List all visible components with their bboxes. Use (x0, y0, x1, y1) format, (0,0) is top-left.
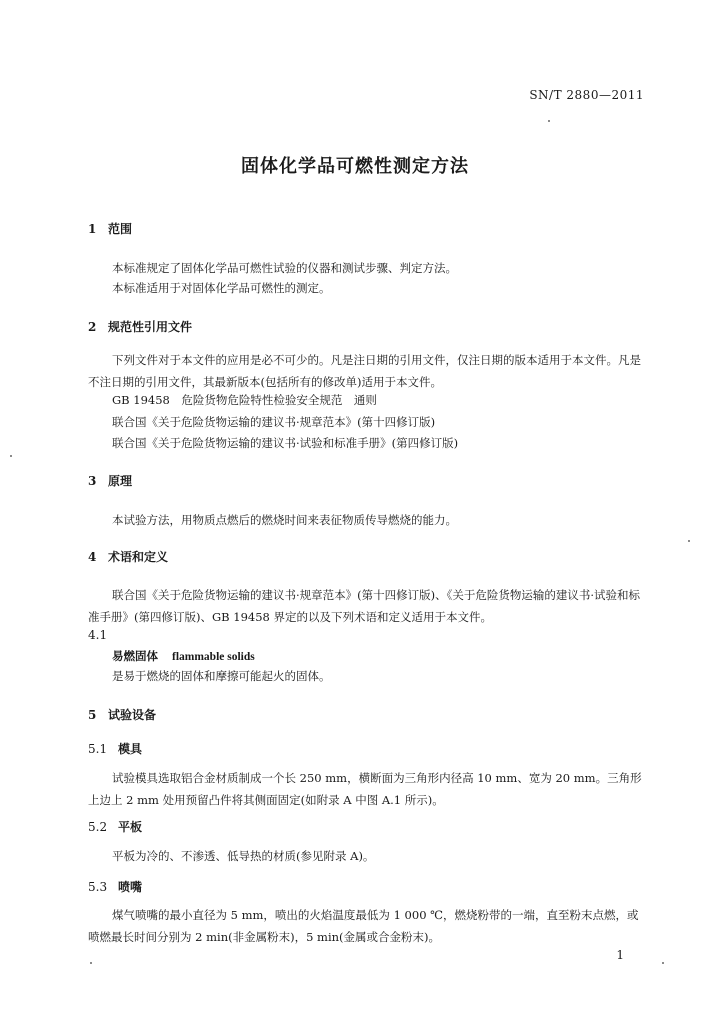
reference-item: 联合国《关于危险货物运输的建议书·规章范本》(第十四修订版) (112, 415, 436, 429)
section-number: 4 (88, 550, 97, 564)
scan-speck (10, 455, 12, 457)
standard-number: SN/T 2880—2011 (529, 88, 644, 102)
term-english: flammable solids (172, 651, 255, 663)
subsection-number: 5.1 (88, 742, 108, 756)
reference-item: GB 19458 危险货物危险特性检验安全规范 通则 (112, 393, 377, 407)
subsection-title: 平板 (118, 820, 143, 834)
section-number: 3 (88, 474, 97, 488)
section-2-heading (88, 318, 192, 335)
scan-speck (548, 120, 550, 122)
term-entry (112, 648, 255, 664)
subsection-5-2-heading (88, 818, 142, 835)
document-title: 固体化学品可燃性测定方法 (241, 156, 469, 177)
section-number: 2 (88, 320, 97, 334)
subsection-5-2-text: 平板为冷的、不渗透、低导热的材质(参见附录 A)。 (112, 849, 375, 863)
subsection-5-3-text: 煤气喷嘴的最小直径为 5 mm，喷出的火焰温度最低为 1 000 ℃，燃烧粉带的一端，直至粉末点燃，或喷燃最长时间分别为 2 min(非金属粉末)，5 min(金属或合金粉末)。 (88, 908, 639, 944)
section-title: 术语和定义 (108, 550, 169, 564)
section-3-heading (88, 472, 132, 489)
section-1-line-1: 本标准规定了固体化学品可燃性试验的仪器和测试步骤、判定方法。 (112, 261, 457, 275)
section-number: 5 (88, 708, 97, 722)
section-4-text: 联合国《关于危险货物运输的建议书·规章范本》(第十四修订版)、《关于危险货物运输的建议书·试验和标准手册》(第四修订版)、GB 19458 界定的以及下列术语和定义适用于本文件。 (88, 588, 641, 624)
section-title: 试验设备 (108, 708, 157, 722)
page-number: 1 (616, 948, 624, 962)
subsection-number: 5.3 (88, 880, 108, 894)
scan-speck (662, 962, 664, 964)
section-title: 原理 (108, 474, 133, 488)
reference-item: 联合国《关于危险货物运输的建议书·试验和标准手册》(第四修订版) (112, 436, 459, 450)
subsection-number: 5.2 (88, 820, 108, 834)
subsection-title: 喷嘴 (118, 880, 143, 894)
subsection-5-1-text: 试验模具选取铝合金材质制成一个长 250 mm，横断面为三角形内径高 10 mm、宽为 20 mm。三角形上边上 2 mm 处用预留凸件将其侧面固定(如附录 A 中图 A.1 所示)。 (88, 771, 642, 807)
subsection-title: 模具 (118, 742, 143, 756)
term-definition: 是易于燃烧的固体和摩擦可能起火的固体。 (112, 669, 331, 683)
scan-speck (688, 540, 690, 542)
section-number: 1 (88, 222, 97, 236)
term-chinese: 易燃固体 (112, 649, 158, 663)
scan-speck (90, 962, 92, 964)
section-1-line-2: 本标准适用于对固体化学品可燃性的测定。 (112, 281, 331, 295)
section-1-heading (88, 220, 132, 237)
section-5-heading (88, 706, 156, 723)
section-4-heading (88, 548, 168, 565)
subsection-4-1-number: 4.1 (88, 628, 108, 642)
section-title: 规范性引用文件 (108, 320, 193, 334)
section-2-intro: 下列文件对于本文件的应用是必不可少的。凡是注日期的引用文件，仅注日期的版本适用于本文件。凡是不注日期的引用文件，其最新版本(包括所有的修改单)适用于本文件。 (88, 353, 641, 389)
section-3-text: 本试验方法，用物质点燃后的燃烧时间来表征物质传导燃烧的能力。 (112, 513, 457, 527)
section-title: 范围 (108, 222, 133, 236)
subsection-5-3-heading (88, 878, 142, 895)
subsection-5-1-heading (88, 740, 142, 757)
